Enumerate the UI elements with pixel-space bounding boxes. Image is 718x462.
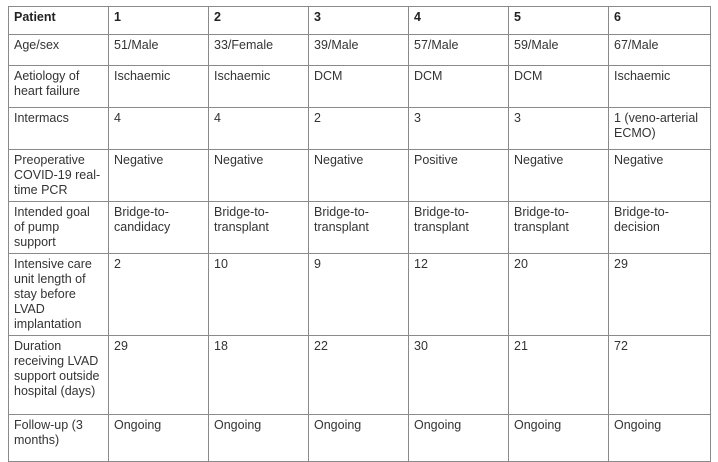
header-cell-patient-1: 1	[109, 7, 209, 35]
table-cell: DCM	[309, 66, 409, 108]
table-cell: 10	[209, 254, 309, 336]
table-cell: 18	[209, 336, 309, 415]
table-row-aetiology	[9, 66, 711, 108]
table-container	[8, 6, 711, 462]
table-row-intermacs	[9, 108, 711, 150]
table-cell: 57/Male	[409, 35, 509, 66]
table-row-lvad-duration	[9, 336, 711, 415]
table-cell: 59/Male	[509, 35, 609, 66]
table-cell: 2	[109, 254, 209, 336]
header-cell-patient: Patient	[9, 7, 109, 35]
table-cell: Negative	[509, 150, 609, 202]
table-cell: Ongoing	[609, 415, 711, 462]
table-cell: Bridge-to-decision	[609, 202, 711, 254]
patient-characteristics-table	[8, 6, 711, 462]
table-cell: Positive	[409, 150, 509, 202]
row-label: Aetiology of heart failure	[9, 66, 109, 108]
row-label: Duration receiving LVAD support outside hospital (days)	[9, 336, 109, 415]
header-cell-patient-2: 2	[209, 7, 309, 35]
table-row-age-sex	[9, 35, 711, 66]
row-label: Preoperative COVID-19 real-time PCR	[9, 150, 109, 202]
table-cell: Bridge-to-transplant	[209, 202, 309, 254]
table-cell: 29	[109, 336, 209, 415]
table-cell: 33/Female	[209, 35, 309, 66]
table-cell: DCM	[509, 66, 609, 108]
header-cell-patient-4: 4	[409, 7, 509, 35]
table-cell: 2	[309, 108, 409, 150]
row-label: Follow-up (3 months)	[9, 415, 109, 462]
table-row-covid-pcr	[9, 150, 711, 202]
table-cell: 30	[409, 336, 509, 415]
table-cell: Bridge-to-candidacy	[109, 202, 209, 254]
header-cell-patient-5: 5	[509, 7, 609, 35]
row-label: Intermacs	[9, 108, 109, 150]
table-cell: Negative	[309, 150, 409, 202]
table-cell: Ongoing	[509, 415, 609, 462]
table-cell: DCM	[409, 66, 509, 108]
table-cell: Ongoing	[109, 415, 209, 462]
table-cell: 22	[309, 336, 409, 415]
header-cell-patient-6: 6	[609, 7, 711, 35]
table-cell: Ongoing	[409, 415, 509, 462]
header-cell-patient-3: 3	[309, 7, 409, 35]
row-label: Age/sex	[9, 35, 109, 66]
table-cell: 29	[609, 254, 711, 336]
table-cell: Ischaemic	[609, 66, 711, 108]
table-cell: 39/Male	[309, 35, 409, 66]
table-cell: 3	[409, 108, 509, 150]
table-cell: Ischaemic	[109, 66, 209, 108]
table-cell: 67/Male	[609, 35, 711, 66]
table-cell: Negative	[109, 150, 209, 202]
table-cell: Negative	[609, 150, 711, 202]
row-label: Intensive care unit length of stay before LVAD implantation	[9, 254, 109, 336]
table-cell: Bridge-to-transplant	[409, 202, 509, 254]
table-row-icu-stay	[9, 254, 711, 336]
table-cell: Ischaemic	[209, 66, 309, 108]
table-cell: 20	[509, 254, 609, 336]
table-cell: Bridge-to-transplant	[509, 202, 609, 254]
table-cell: 9	[309, 254, 409, 336]
table-cell: Ongoing	[309, 415, 409, 462]
table-row-follow-up	[9, 415, 711, 462]
header-row	[9, 7, 711, 35]
table-cell: 1 (veno-arterial ECMO)	[609, 108, 711, 150]
table-cell: Ongoing	[209, 415, 309, 462]
table-cell: Negative	[209, 150, 309, 202]
table-cell: 12	[409, 254, 509, 336]
table-cell: 3	[509, 108, 609, 150]
table-row-goal-of-support	[9, 202, 711, 254]
table-cell: Bridge-to-transplant	[309, 202, 409, 254]
table-cell: 4	[209, 108, 309, 150]
table-cell: 72	[609, 336, 711, 415]
table-cell: 4	[109, 108, 209, 150]
row-label: Intended goal of pump support	[9, 202, 109, 254]
table-cell: 21	[509, 336, 609, 415]
table-cell: 51/Male	[109, 35, 209, 66]
